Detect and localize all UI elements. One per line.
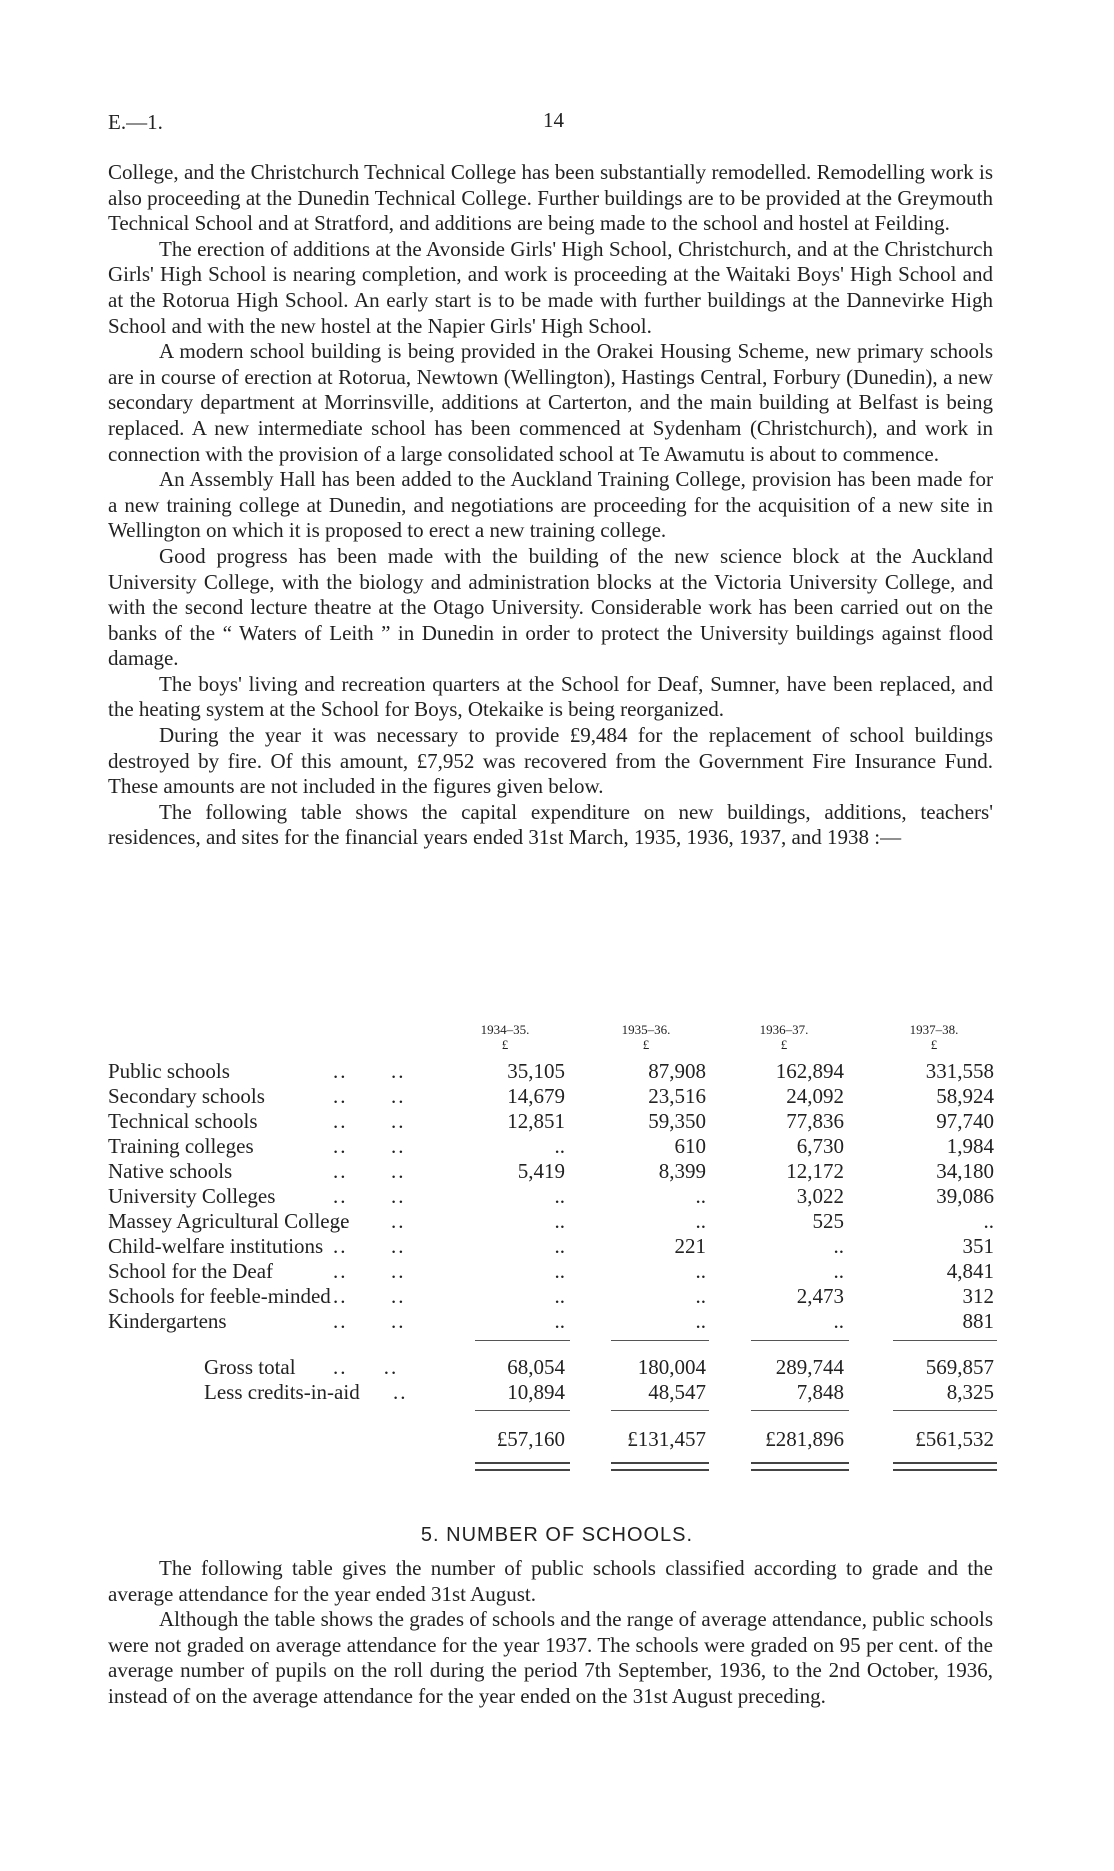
- rule: [751, 1340, 849, 1341]
- page-number: 14: [543, 108, 564, 132]
- row-label: Schools for feeble-minded: [108, 1284, 331, 1308]
- rule: [751, 1410, 849, 1411]
- cell: 39,086: [936, 1184, 994, 1208]
- cell: £131,457: [627, 1427, 706, 1451]
- currency-symbol: £: [501, 1037, 509, 1052]
- cell: 59,350: [648, 1109, 706, 1133]
- cell: 12,851: [507, 1109, 565, 1133]
- paragraph: Although the table shows the grades of schools and the range of average attendance, public schools were not graded on average attendance for the year 1937. The schools were graded on 95 per cent. of the average number of pupils on the roll during the period 7th September, 1936, to the 2nd October, 1936, instead of on the average attendance for the year ended on the 31st August preceding.: [108, 1607, 993, 1708]
- leader-dots: .. ..: [333, 1059, 406, 1083]
- cell: ..: [554, 1184, 565, 1208]
- row-label: School for the Deaf: [108, 1259, 274, 1283]
- cell: 8,399: [658, 1159, 706, 1183]
- leader-dots: .. ..: [333, 1209, 406, 1233]
- cell: 23,516: [648, 1084, 706, 1108]
- row-label: Massey Agricultural College: [108, 1209, 350, 1233]
- rule: [893, 1340, 997, 1341]
- cell: ..: [554, 1284, 565, 1308]
- section-heading: 5. NUMBER OF SCHOOLS.: [420, 1524, 694, 1546]
- less-credits-row: [108, 1380, 1000, 1405]
- cell: ..: [554, 1134, 565, 1158]
- row-label: Native schools: [108, 1159, 233, 1183]
- cell: 10,894: [507, 1380, 565, 1404]
- table-row: [108, 1184, 1000, 1209]
- rule: [475, 1410, 570, 1411]
- net-total-row: [108, 1427, 1000, 1452]
- leader-dots: .. ..: [333, 1184, 406, 1208]
- leader-dots: .. ..: [333, 1355, 399, 1379]
- gross-total-row: [108, 1355, 1000, 1380]
- table-row: [108, 1234, 1000, 1259]
- cell: 881: [962, 1309, 994, 1333]
- row-label: Technical schools: [108, 1109, 258, 1133]
- cell: 525: [812, 1209, 844, 1233]
- rule: [611, 1410, 709, 1411]
- cell: 6,730: [796, 1134, 844, 1158]
- double-rule: [611, 1462, 709, 1471]
- cell: 48,547: [648, 1380, 706, 1404]
- paragraph: A modern school building is being provided in the Orakei Housing Scheme, new primary schools are in course of erection at Rotorua, Newtown (Wellington), Hastings Central, Forbury (Dunedin), a new secondary department at Morrinsville, additions at Carterton, and the main building at Belfast is being replaced. A new intermediate school has been commenced at Sydenham (Christchurch), and work in connection with the provision of a large consolidated school at Te Awamutu is about to commence.: [108, 339, 993, 466]
- cell: 5,419: [517, 1159, 565, 1183]
- cell: ..: [695, 1209, 706, 1233]
- cell: 8,325: [946, 1380, 994, 1404]
- table-row: [108, 1309, 1000, 1334]
- cell: ..: [554, 1209, 565, 1233]
- column-header: 1935–36.: [621, 1022, 671, 1037]
- cell: 2,473: [796, 1284, 844, 1308]
- paragraph: The erection of additions at the Avonside Girls' High School, Christchurch, and at the Christchurch Girls' High School is nearing completion, and work is proceeding at the Waitaki Boys' High School and at the Rotorua High School. An early start is to be made with further buildings at the Dannevirke High School and with the new hostel at the Napier Girls' High School.: [108, 236, 993, 338]
- cell: ..: [983, 1209, 994, 1233]
- cell: 3,022: [796, 1184, 844, 1208]
- leader-dots: .. ..: [333, 1309, 406, 1333]
- page-header-code: E.—1.: [108, 110, 163, 134]
- cell: 1,984: [946, 1134, 994, 1158]
- cell: ..: [695, 1284, 706, 1308]
- row-label: Child-welfare institutions: [108, 1234, 324, 1258]
- cell: 162,894: [775, 1059, 844, 1083]
- paragraph: An Assembly Hall has been added to the Auckland Training College, provision has been made for a new training college at Dunedin, and negotiations are proceeding for the acquisition of a new site in Wellington on which it is proposed to erect a new training college.: [108, 467, 993, 543]
- leader-dots: .. ..: [333, 1134, 406, 1158]
- table-row: [108, 1084, 1000, 1109]
- cell: 289,744: [775, 1355, 844, 1379]
- cell: 14,679: [507, 1084, 565, 1108]
- column-header: 1937–38.: [909, 1022, 959, 1037]
- leader-dots: .. ..: [333, 1109, 406, 1133]
- leader-dots: ..: [393, 1380, 408, 1404]
- paragraph: The boys' living and recreation quarters at the School for Deaf, Sumner, have been replaced, and the heating system at the School for Boys, Otekaike is being reorganized.: [108, 671, 993, 722]
- cell: ..: [833, 1234, 844, 1258]
- table-body: [108, 1059, 1000, 1334]
- leader-dots: .. ..: [333, 1159, 406, 1183]
- double-rule: [751, 1462, 849, 1471]
- cell: 180,004: [637, 1355, 706, 1379]
- cell: 351: [962, 1234, 994, 1258]
- section-body-text: [108, 1556, 993, 1710]
- leader-dots: .. ..: [333, 1259, 406, 1283]
- cell: 58,924: [936, 1084, 994, 1108]
- column-header: 1934–35.: [480, 1022, 530, 1037]
- leader-dots: .. ..: [333, 1284, 406, 1308]
- row-label: Kindergartens: [108, 1309, 227, 1333]
- cell: £281,896: [765, 1427, 844, 1451]
- cell: ..: [695, 1184, 706, 1208]
- cell: ..: [833, 1259, 844, 1283]
- currency-symbol: £: [930, 1037, 938, 1052]
- table-row: [108, 1209, 1000, 1234]
- row-label: Gross total: [204, 1355, 296, 1379]
- cell: 312: [962, 1284, 994, 1308]
- cell: ..: [695, 1259, 706, 1283]
- currency-symbol: £: [780, 1037, 788, 1052]
- paragraph: College, and the Christchurch Technical College has been substantially remodelled. Remodelling work is also proceeding at the Dunedin Technical College. Further buildings are to be provided at the Greymouth Technical School and at Stratford, and additions are being made to the school and hostel at Feilding.: [108, 160, 993, 236]
- cell: 12,172: [786, 1159, 844, 1183]
- table-row: [108, 1259, 1000, 1284]
- cell: 97,740: [936, 1109, 994, 1133]
- paragraph: During the year it was necessary to provide £9,484 for the replacement of school buildings destroyed by fire. Of this amount, £7,952 was recovered from the Government Fire Insurance Fund. These amounts are not included in the figures given below.: [108, 723, 993, 799]
- paragraph: Good progress has been made with the building of the new science block at the Auckland University College, with the biology and administration blocks at the Victoria University College, and with the second lecture theatre at the Otago University. Considerable work has been carried out on the banks of the “ Waters of Leith ” in Dunedin in order to protect the University buildings against flood damage.: [108, 543, 993, 671]
- row-label: Less credits-in-aid: [204, 1380, 360, 1404]
- cell: 221: [674, 1234, 706, 1258]
- paragraph: The following table gives the number of public schools classified according to grade and the average attendance for the year ended 31st August.: [108, 1556, 993, 1606]
- table-row: [108, 1134, 1000, 1159]
- rule: [893, 1410, 997, 1411]
- cell: 77,836: [786, 1109, 844, 1133]
- cell: 24,092: [786, 1084, 844, 1108]
- currency-symbol: £: [642, 1037, 650, 1052]
- cell: 7,848: [796, 1380, 844, 1404]
- double-rule: [893, 1462, 997, 1471]
- body-text: [108, 160, 993, 851]
- cell: £561,532: [915, 1427, 994, 1451]
- column-header: 1936–37.: [759, 1022, 809, 1037]
- cell: ..: [554, 1234, 565, 1258]
- cell: ..: [695, 1309, 706, 1333]
- cell: £57,160: [496, 1427, 565, 1451]
- cell: ..: [833, 1309, 844, 1333]
- paragraph: The following table shows the capital expenditure on new buildings, additions, teachers' residences, and sites for the financial years ended 31st March, 1935, 1936, 1937, and 1938 :—: [108, 799, 993, 850]
- double-rule: [475, 1462, 570, 1471]
- cell: ..: [554, 1259, 565, 1283]
- cell: 34,180: [936, 1159, 994, 1183]
- table-row: [108, 1284, 1000, 1309]
- cell: 4,841: [946, 1259, 994, 1283]
- rule: [611, 1340, 709, 1341]
- rule: [475, 1340, 570, 1341]
- cell: 68,054: [507, 1355, 565, 1379]
- table-row: [108, 1109, 1000, 1134]
- leader-dots: .. ..: [333, 1234, 406, 1258]
- row-label: Public schools: [108, 1059, 230, 1083]
- row-label: University Colleges: [108, 1184, 276, 1208]
- cell: 87,908: [648, 1059, 706, 1083]
- cell: 35,105: [507, 1059, 565, 1083]
- leader-dots: .. ..: [333, 1084, 406, 1108]
- row-label: Secondary schools: [108, 1084, 265, 1108]
- cell: 569,857: [925, 1355, 994, 1379]
- cell: ..: [554, 1309, 565, 1333]
- row-label: Training colleges: [108, 1134, 254, 1158]
- table-row: [108, 1059, 1000, 1084]
- table-row: [108, 1159, 1000, 1184]
- cell: 610: [674, 1134, 706, 1158]
- cell: 331,558: [925, 1059, 994, 1083]
